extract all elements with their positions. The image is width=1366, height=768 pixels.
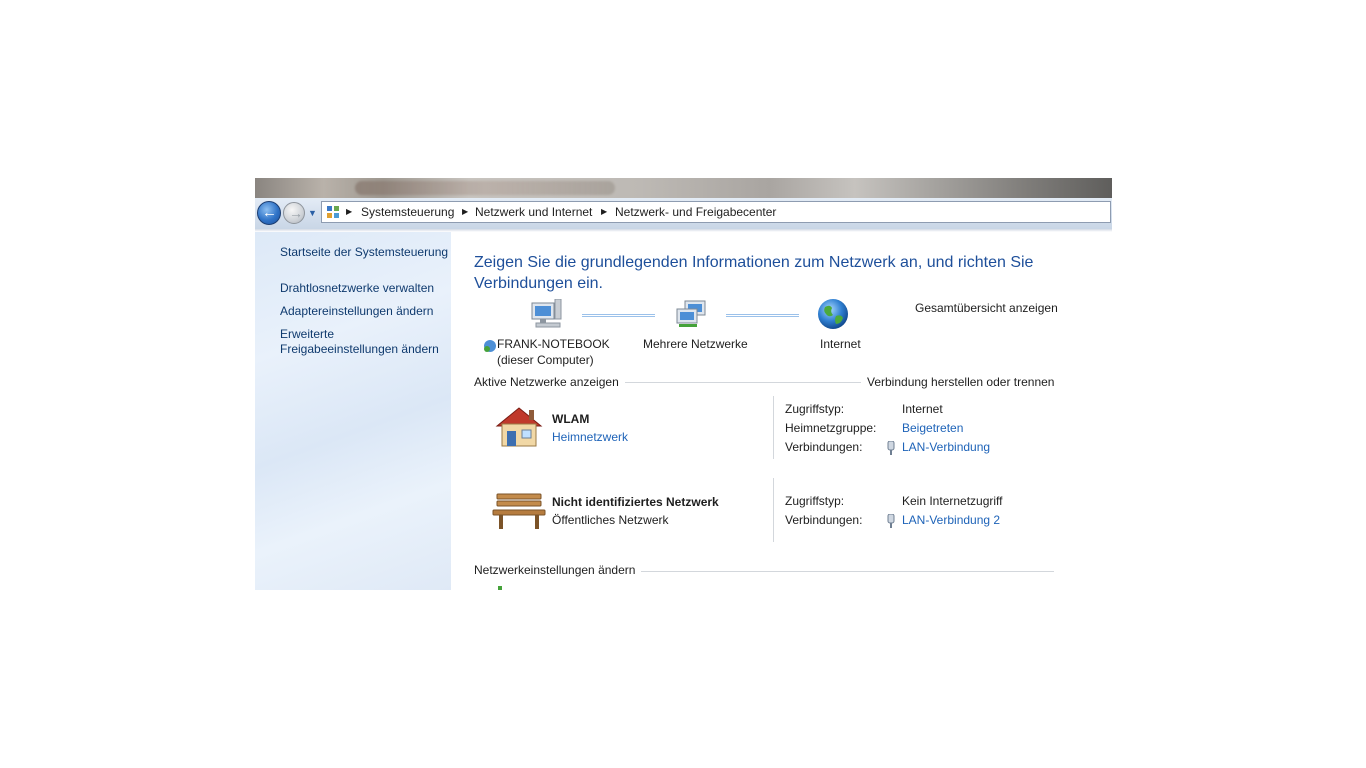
access-type-value: Internet xyxy=(902,402,943,416)
full-map-link[interactable]: Gesamtübersicht anzeigen xyxy=(915,301,1058,315)
breadcrumb-separator-icon[interactable]: ▶ xyxy=(346,207,353,216)
network-name: WLAM xyxy=(552,412,590,426)
breadcrumb-separator-icon[interactable]: ▶ xyxy=(601,207,608,216)
forward-button[interactable] xyxy=(283,202,305,224)
back-arrow-icon: ← xyxy=(262,204,277,221)
sidebar xyxy=(255,232,451,590)
connections-label: Verbindungen: xyxy=(785,440,863,454)
title-bar-blurred-content xyxy=(355,181,615,195)
chevron-down-icon[interactable]: ▼ xyxy=(308,208,317,218)
network-name: Nicht identifiziertes Netzwerk xyxy=(552,495,719,509)
sidebar-item-freigabeeinstellungen[interactable]: Erweiterte Freigabeeinstellungen ändern xyxy=(280,327,439,356)
access-type-value: Kein Internetzugriff xyxy=(902,494,1003,508)
active-networks-title: Aktive Netzwerke anzeigen xyxy=(474,375,625,389)
map-node-internet[interactable]: Internet xyxy=(820,337,861,351)
access-type-label: Zugriffstyp: xyxy=(785,402,845,416)
sidebar-item-drahtlosnetzwerke[interactable]: Drahtlosnetzwerke verwalten xyxy=(280,281,435,295)
address-bar xyxy=(255,198,1112,230)
computer-name: FRANK-NOTEBOOK xyxy=(497,337,610,351)
homegroup-label: Heimnetzgruppe: xyxy=(785,421,877,435)
control-panel-icon xyxy=(326,205,340,219)
back-button[interactable] xyxy=(257,201,281,225)
network-category[interactable]: Heimnetzwerk xyxy=(552,430,629,444)
sidebar-item-startseite[interactable]: Startseite der Systemsteuerung xyxy=(280,245,449,259)
connections-label: Verbindungen: xyxy=(785,513,863,527)
map-node-networks[interactable]: Mehrere Netzwerke xyxy=(643,337,748,351)
breadcrumb-netzwerk-und-freigabecenter[interactable]: Netzwerk- und Freigabecenter xyxy=(615,205,777,219)
forward-arrow-icon: → xyxy=(289,205,303,221)
breadcrumb-systemsteuerung[interactable]: Systemsteuerung xyxy=(361,205,455,219)
sidebar-item-adaptereinstellungen[interactable]: Adaptereinstellungen ändern xyxy=(280,304,434,318)
connect-disconnect-link[interactable]: Verbindung herstellen oder trennen xyxy=(861,375,1054,389)
content-overlay xyxy=(451,232,1112,590)
connection-link[interactable]: LAN-Verbindung xyxy=(902,440,991,454)
computer-subtitle: (dieser Computer) xyxy=(496,353,594,367)
breadcrumb-netzwerk-und-internet[interactable]: Netzwerk und Internet xyxy=(475,205,593,219)
breadcrumb-separator-icon[interactable]: ▶ xyxy=(462,207,469,216)
network-category: Öffentliches Netzwerk xyxy=(552,513,669,527)
homegroup-link[interactable]: Beigetreten xyxy=(902,421,964,435)
network-settings-title: Netzwerkeinstellungen ändern xyxy=(474,563,641,577)
access-type-label: Zugriffstyp: xyxy=(785,494,845,508)
connection-link[interactable]: LAN-Verbindung 2 xyxy=(902,513,1001,527)
title-bar[interactable] xyxy=(255,178,1112,198)
page-title: Zeigen Sie die grundlegenden Informationen zum Netzwerk an, und richten Sie Verbindungen ein. xyxy=(474,254,1034,292)
address-field[interactable] xyxy=(321,201,1111,223)
